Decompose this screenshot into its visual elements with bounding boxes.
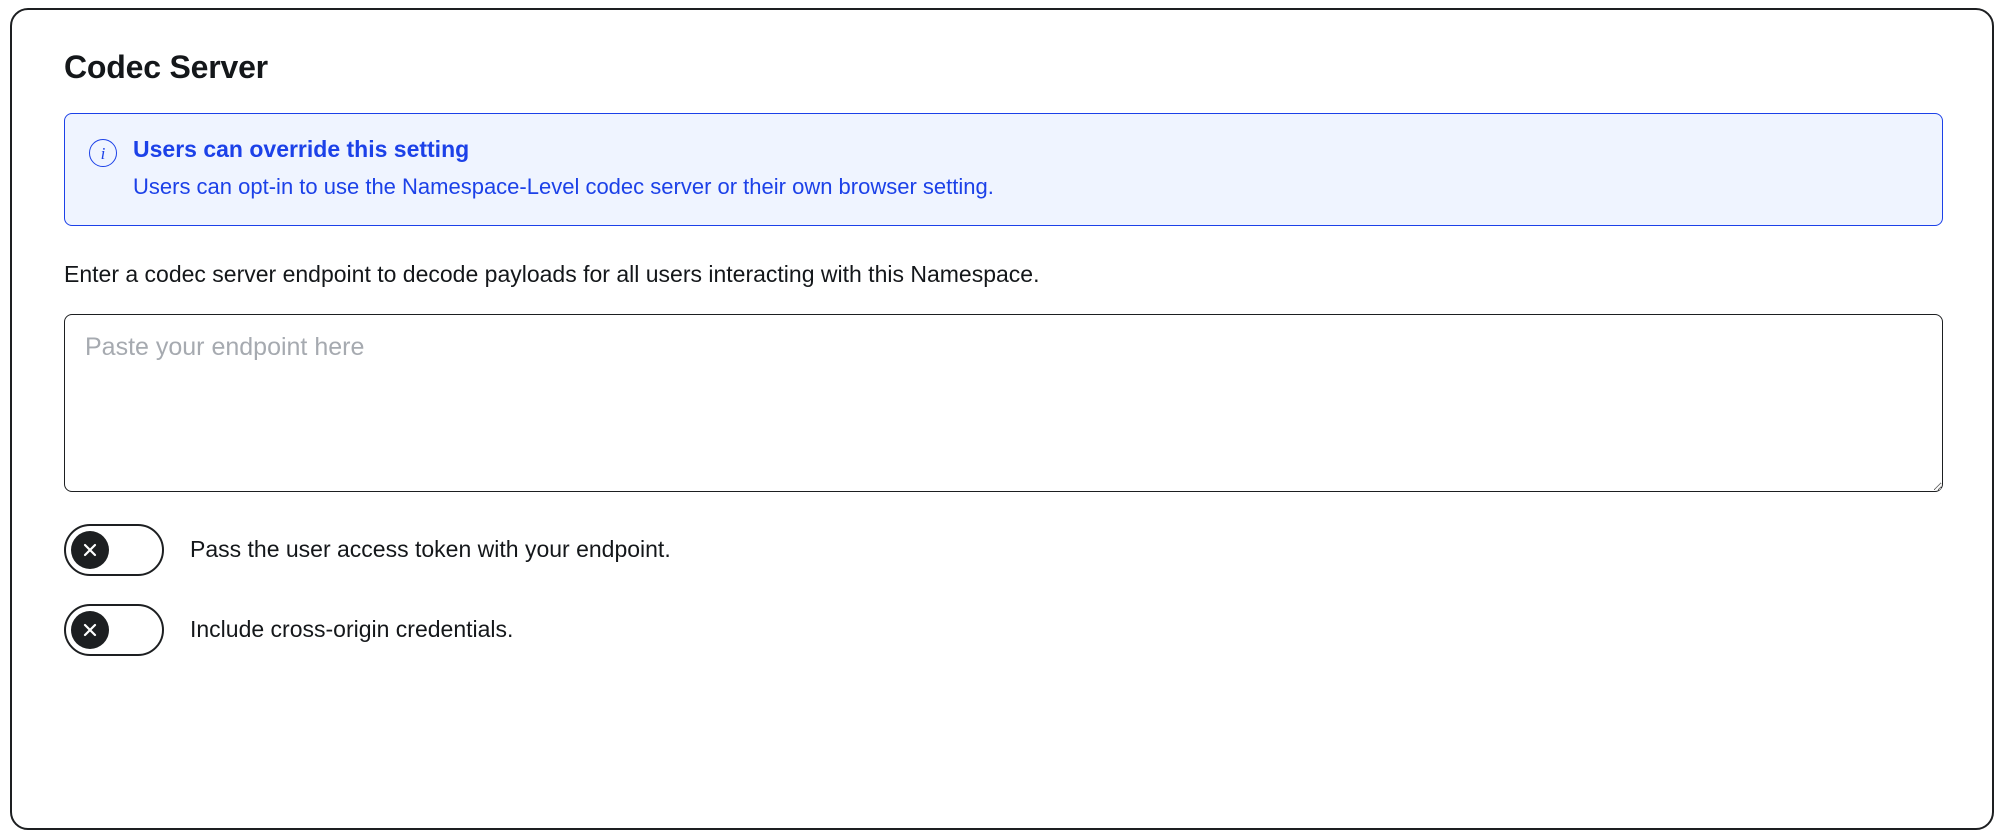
override-notice-banner [64,113,1943,226]
info-circle-icon: i [89,139,117,167]
include-cross-origin-credentials-toggle[interactable] [64,604,164,656]
alert-title: Users can override this setting [133,136,470,163]
close-x-icon [71,611,109,649]
endpoint-description: Enter a codec server endpoint to decode payloads for all users interacting with this Namespace. [64,261,1040,288]
pass-access-token-label: Pass the user access token with your endpoint. [190,536,671,563]
toggle-row-access-token [64,524,1940,576]
include-cross-origin-credentials-label: Include cross-origin credentials. [190,616,514,643]
alert-text-group [133,136,994,201]
close-x-icon [71,531,109,569]
codec-endpoint-input[interactable] [64,314,1943,492]
codec-server-card [10,8,1994,830]
pass-access-token-toggle[interactable] [64,524,164,576]
alert-body: Users can opt-in to use the Namespace-Level codec server or their own browser setting. [133,173,994,199]
page-title: Codec Server [64,49,268,85]
toggle-row-cross-origin [64,604,1940,656]
